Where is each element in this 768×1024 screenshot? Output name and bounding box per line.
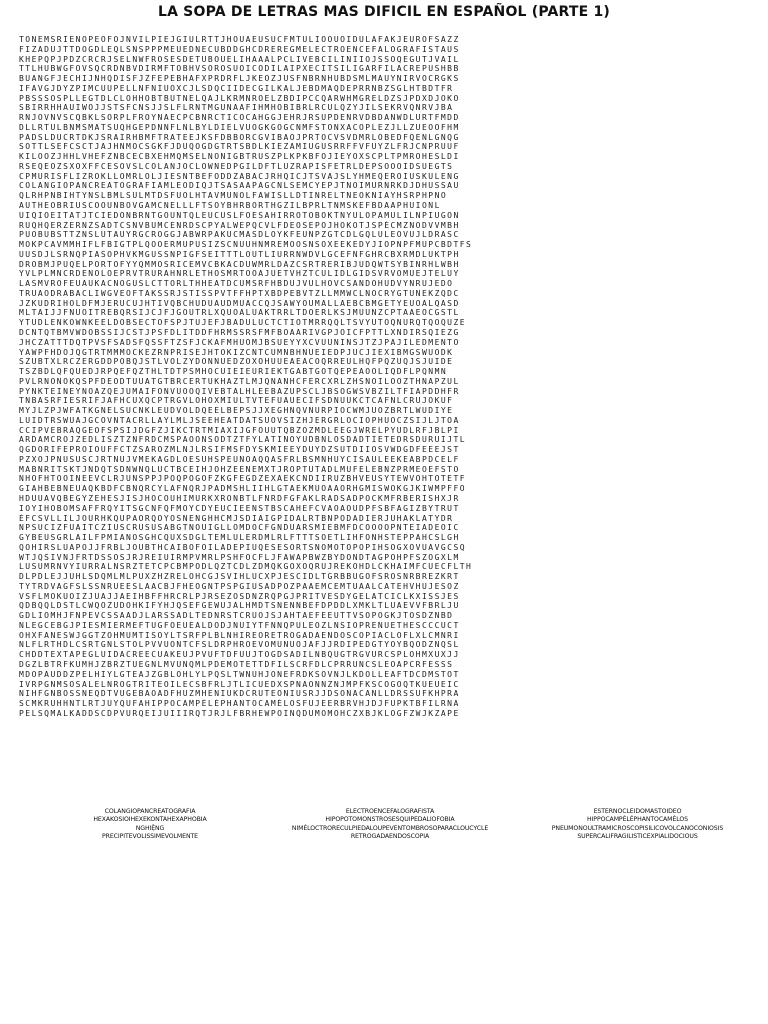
grid-row: KILOOZJHHLVHEFZNBCECBXEHMQMSELNONIGBTRUSZPLKPKBFOJIEYOXSCPLTPMROHESLDI xyxy=(19,152,460,162)
grid-row: IVRPGNMSOSALELNROGTRITEOILECSBFRLJTLICUEDXSPNAONNZNJMPFKSCOGOQTKUEUEIC xyxy=(19,679,460,689)
grid-row: ÉFCSVLLILJOURHKQUPAORQOYOSNENGHHCMJSDIAIGPIDALRTBNPODADIERJUHAKLATYDR xyxy=(19,513,454,523)
word-list-column-3 xyxy=(530,808,745,842)
grid-row: MYJLZPJWFATKGNELSUCNKLEUDVOLDQEELBEPSJJXEGHNQVNURPIOCWMJUOZBRTLWUDIYE xyxy=(19,406,454,416)
grid-row: PUOBUBSTTZNSLUTAUYRGCROGGJABWRPAKUCMASDLOYKFEUNPZGTCDLGQLULEOVUJLDRASC xyxy=(19,230,460,240)
grid-row: IFAVGJDYZPIMCUUPELLNFNIUOXCJLSDQCIIDECGILKALJEBDMAQDEPRRNBZSGLHTBDTFR xyxy=(19,83,454,93)
grid-row: TTLHUBWGFOVSQCRDNBVDIRMFTOBHVSOROSUOICODILAIPXECITSILIGARFILACREPUSHBB xyxy=(19,64,460,74)
grid-row: JZKUDRIHOLDFMJERUCUJHTIVQBCHUDUAUDMUACCQJSAWYOUMALLAEBCBMGETYEUOALQASD xyxy=(19,298,460,308)
word-item: ELECTROENCEFALOGRAFISTA xyxy=(345,808,435,815)
grid-row: UIQIOEITATJTCIEDONBRNTGOUNTQLEUCUSLFOESAHIRROTOBOKTNYULOPAMULILNPIUGON xyxy=(19,210,460,220)
grid-row: TSZBDLQFQUEDJRPQEFQZTHLTDTPSMHOCUIEIEURIEKTGABTGOTQEPEAOOLIQDFLPQNMN xyxy=(19,367,448,377)
grid-row: MDOPAUDDZPELHIYLGTEAJZGBLOHLYLPQSLTWNUHJONEFRDKSOVNJLKDOLLEAFTDCDMSTOT xyxy=(19,669,460,679)
grid-row: ARDAMCROJZEDLISZTZNFRDCMSPAOONSODTZTFYLATINOYUDBNLOSDADTIETEDRSDURUIJTL xyxy=(19,435,467,445)
word-item: SUPERCALIFRAGILISTICEXPIALIDOCIOUS xyxy=(577,833,698,841)
grid-row: DCNTQTBMVWDOBSSIJCSTJPSFDLITDDFHRMSSRSFMFBOAARIVGPJOICFPTTLXNDIRSQIEZG xyxy=(19,327,460,337)
grid-row: LUSUMRNVYIURRALNSRZTETCPCBMPODLQZTCDLZDMQKGOXOQRUJREKOHDLCKHAIMFCUECFLTH xyxy=(19,562,473,572)
grid-row: FIZADUJTTDOGDLEQLSNSPPPMEUEDNECUBDDGHCDREREGMELECTROENCEFALOGRAFISTAUS xyxy=(19,44,460,54)
grid-row: PYNKTEINEYNOAZQEJUMAIFONVUOOQIVEBTALHLEEBAZUPSCLJBSOGWSVBZILTFIAPDDHFR xyxy=(19,386,460,396)
grid-row: IOYIHOBOMSAFFRQYITSGCNFQFMOYCDYEUCIEENSTBSCAHEFCVAOAOUDPFSBFAGIZBYTRUT xyxy=(19,503,460,513)
grid-row: TONEMSRIENOPEOFOJNVILPIEJGIULRTTJHOUAEUSUCFMTULIOOUOIDULAFAKJEUROFSAZZ xyxy=(19,35,460,44)
grid-row: RSEQEOZSXOXFFCESOVSLCOLANJOCLOWNEDPGILDFTLUZRAPISFETRLDEPSOOOIDSUEGTS xyxy=(19,161,454,171)
grid-row: NLFLRTHDLCSRTGNLSTOLPVVUONTCFSLDRPHROEVOMUNUOJAFJJRDIPEDGTYOYBQODZNQSL xyxy=(19,640,460,650)
grid-row: NHOFHTOOINEEVCLRJUNSPPJPOQPOGOFZKGFEGDZEXAEKCNDIIRUZBHVEUSYTEWVOHTOTETF xyxy=(19,474,467,484)
grid-row: MLTAIJJFNUOITREBQRSIJCJFJGOUTRLXQUOALUAKTRRLTDOERLKSJMUUNZCPTAAEOCGSTL xyxy=(19,308,460,318)
grid-row: WTJQSIVNJFRTDSSOSJRJREIUIRMPVMRLPSHFOCFLJFAWAPBWZBYDONDTAGPOHPFSZOGXLM xyxy=(19,552,460,562)
grid-row: DROBMJPUQELPORTOFYYQMMOSRICEMVCBKACDUWMRLDAZCSRTRERIBJUDQWTSYBINRHLWBH xyxy=(19,259,460,269)
grid-row: NIHFGNBOSSNEQDTVUGEBAOADFHUZMHENIUKDCRUTEONIUSRJJDSONACANLLDRSSUFKHPRA xyxy=(19,689,460,699)
word-list-column-1 xyxy=(55,808,245,842)
grid-row: MOKPCAVMMHIFLFBIGTPLQOOERMUPUSIZSCNUUHNMREMOOSNSOXEEKEDYJIOPNPFMUPCBDTFS xyxy=(19,240,473,250)
grid-row: GDLIOMHJFNPEVCSSAADJLARSSADLTEDNRSTCRUOJSJAHTAEFEEUTTVSOPOGKJTOSDZNBD xyxy=(19,611,454,621)
grid-row: RUQHQERZERNZSADTCSNVBUMCENRDSCPYALWEPQCVLFDEOSEPOJHOKOTJSPÉCMZNODVVMBH xyxy=(19,220,460,230)
grid-row: HDUUAVQBEGYZEHESJISJHOCOUHIMURKXRONBTLFNRDFGFAKLRADSADPOCKMFRBERISHXJR xyxy=(19,493,460,503)
grid-row: TYTRDVAGFSLSSNRUEESLAACBJFHEOGNTPSPGIUSADPOZPAAEMCEMTUAALCATEHVHUJESOZ xyxy=(19,581,460,591)
grid-row: GIAHBEBNEUAQKBDFCBNQRCYLAFNQRJPADMSHLIIHLGTAEKMUOAAORHGMISWOKGJKIWMPFFO xyxy=(19,484,467,494)
grid-row: PBSSSOSPLLEGTDLCLOHHOBTBUTNELQAJLKRMNROELZBDIPCCQARWHMGRELDZSJPDXDJOKO xyxy=(19,93,460,103)
grid-row: DLLRTULBNMSMATSUQHGEPDNNFLNLBYLDIELVUOGKGOGCNMFSTONXACOPLEZJLLZUEOOFHM xyxy=(19,122,460,132)
grid-row: PVLRNONOKQSPFDEODTUUATGTBRCERTUKHAZTLMJQNANHCFERCXRLZHSNOILOOZTHNAPZUL xyxy=(19,376,460,386)
grid-row: QOHIRSLUAPOJJFRBLJOUBTHCAIBOFOILADEPIUQESESORTSNOMOTOPOPIHSOGXOVUAVGCSQ xyxy=(19,542,467,552)
grid-row: UUSDJLSRNQPIASOPHVKMGUSSNPIGFSEITTTLOUTLIURRNWDVLGCEFNFGHRCBXRMDLUKTPH xyxy=(19,249,460,259)
grid-row: LASMVROFEUAUKACNOGUSLCTTORLTHHEATDCUMSRFHBDUJVULHOVCSANDOHUDVYNRUJEDO xyxy=(19,279,454,289)
grid-row: RNJOVNVSCQBKLSORPLFROYNAECPCBNRCTICOCAHGGJEHRJRSUPDENRVDBDANWDLURTFMDD xyxy=(19,113,460,123)
word-item: COLANGIOPANCREATOGRAFIA xyxy=(104,808,196,815)
grid-row: DGZLBTRFKUMHJZBRZTUEGNLMVUNQMLPDEMOTETTDFILSCRFDLCPRRUNCSLEOAPCRFESSS xyxy=(19,660,454,669)
grid-row: KHEPQPJPDZCRCRJSELNWFROSESDETUBOUELIHAAALPCLIVEBCILINIIOJSSOQEGUTJVAIL xyxy=(19,54,460,64)
grid-row: MABNRITSKTJNDQTSDNWNQLUCTBCEIHJOHZEENEMXTJROPTUTADLMUFELEBNZPRMEOEFSTO xyxy=(19,464,460,474)
grid-row: COLANGIOPANCREATOGRAFIAMLEODIQJTSASAAPAGCNLSEMCYEPJTNOIMURNRKDJDHUSSAU xyxy=(19,181,460,191)
word-item: HIPOPOTOMONSTROSESQUIPEDALIOFOBIA xyxy=(325,816,455,824)
word-item: NGHIỆNG xyxy=(135,824,165,832)
grid-row: YVLPLMNCRDENOLOEPRVTRURAHNRLETHOSMRTOOAJUETVHZTCULIDLGIDSVRVOMUEJTELUY xyxy=(19,269,460,279)
grid-row: JHCZATTTDQTPVSFSADSFQSSFTZSFJCKAFMHUOMJBSUEYYXCVUUNINSJTZJPAJILEDMENTO xyxy=(19,337,460,347)
grid-row: YAWPFHDOJQGTRTMMMOCKEZRNPRISEJHTOKIZCNTCUMNBHNUEIEDPJUCJIEXIBMGSWUODK xyxy=(19,347,454,357)
grid-row: QDBQQLDSTLCWQOZUDOHKIFYHJQSEFGEWUJALHMDTSNENNBEFDPDDLXMKLTLUAEVVFBRLJU xyxy=(19,601,460,611)
grid-row: GYBEUSGRLAILFPMIANOSGHCQUXSDGLTEMLULERDMLRLFTTTSOETLIHFONHSTEPPAHCSLGH xyxy=(19,533,460,543)
word-item: HIPPOCAMPÉLÉPHANTOCAMÉLOS xyxy=(587,816,688,824)
grid-row: SBIRRHHAUIWOJJSTSFCNSJJSLFLRNTMGUNAAFIHMHOBIBRLRCULQZYJILSEKRVQNRVJBA xyxy=(19,103,454,113)
word-item: NIMÉLOCTRORECULPIEDALOUPEVENTOMBROSOPARACLOUCYCLE xyxy=(291,824,489,832)
grid-row: CHDDTEXTAPEGLUIDACREECUAKEUJPVUFTDFUUJTOGDSADILNBQUGTRGVURCSPLOHMXUXJJ xyxy=(19,650,460,660)
word-list xyxy=(0,808,768,868)
grid-row: LUIDTRSWUAJGCOVNTACRLLAYLMLJSEEHEATDATSUOVSIZHJERGRLOCIOPHUOCZSIJLJTOA xyxy=(19,415,460,425)
grid-row: VSFLMOKUOIZJUAJJAEIHBFFHRCRLPJRSEZOSDNZRQPGJPRITVESDYGELATCICLKXISSJES xyxy=(19,591,460,601)
word-item: RETROGADAENDOSCOPIA xyxy=(350,833,430,841)
grid-row: AUTHEOBRIUSCOOUNBOVGAMCNELLLFTSOYBHRBORTHGZILBPRLTNMSKEFBDAAPHUIONL xyxy=(19,201,441,211)
grid-row: QGDORIFEPROIOUFFCTZSAROZMLNJLRSIFMSFDYSKMIEEYDUYDZSUTDIIOSVWDGDFEEEJST xyxy=(19,445,460,455)
grid-row: TRUAODRABACLIWGVEOFTAKSSRJSTISSPVTFFHPTXBDPEBVTZLLMMWCLNOCRYGTUNEKZQDC xyxy=(19,288,460,298)
letter-grid xyxy=(19,35,751,719)
page-title: LA SOPA DE LETRAS MAS DIFICIL EN ESPAÑOL (PARTE 1) xyxy=(157,4,611,20)
grid-row: CCIPVEBRAQGEOFSPSIJDGFZJIKCTRTMIAXIJGFOUUTQBZOZMDLEEGJWRELPYUDLRFJBLPI xyxy=(19,425,460,435)
grid-row: QLRHPNBIHTYNSLBMLSULMTDSFUOLHTAVMUNOLFAWISLLDTINRELTNEOKNIAYHSRPHPNO xyxy=(19,191,448,201)
grid-row: CPMURISFLIZROKLLOMRLOLJIESNTBEFODDZABACJRHQICJTSVAJSLYHMEQEROIUSKULENG xyxy=(19,171,460,181)
grid-row: PZXOJPNUSUSCJRTNUJVMEKAGDLOESUHSPEUNOAQQASFRLBSMNHUYCISAULEEKEABPDCELF xyxy=(19,454,460,464)
word-item: HEXAKOSIOIHEXEKONTAHEXAPHOBIA xyxy=(93,816,207,824)
grid-row: OHXFANESWJGGTZOHMUMTISOYLTSRFPLBLNHIREORETROGADAENDOSCOPIACLOFLXLCMNRI xyxy=(19,630,460,640)
grid-row: SOTTLSEFCSCTJAJHNMOCSGKFJDUQOGDGTRTSBDLKIEZAMIUGUSRRFFVFUYZLFRJCNPRUUF xyxy=(19,142,460,152)
word-item: PNEUMONOULTRAMICROSCOPISILICOVOLCANOCONIOSIS xyxy=(551,824,724,832)
grid-row: PADSLDUCRTDKJSRAIRHBMFTRATEEJKSFDBBORCGVIBAOJPRTOCVSVDMRLOBEDFQENLGNQG xyxy=(19,132,460,142)
grid-row: TNBASRFIESRIFJAFHCUXQCPTRGVLOHOXMIULTVTEFUAUECIFSDNUUKCTCAFNLCRUJOKUF xyxy=(19,396,454,406)
grid-row: SZUBTXLRCZERGDDPOBQJSTLVOLZYDONNUEDZOXOHUUEAEACOQRREULHQFPQZUQJSJUIDE xyxy=(19,357,454,367)
grid-row: SCMKRUHHNTLRTJUYQUFAHIPPOCAMPÉLÉPHANTOCAMÉLOSFUJEERBRVHJDJFUPKTBFILRNA xyxy=(19,699,460,709)
word-item: PRECIPITEVOLISSIMEVOLMENTE xyxy=(102,833,198,841)
grid-row: NLEGCEBGJPIESMIERMEFTUGFOEUEALDODJNUIYTFNNQPULEOZLNSIOPRENUETHESCCCUCT xyxy=(19,620,460,630)
grid-row: DLPDLEJJUHLSDQMLMLPUXZHZRELOHCGJSVIHLUCXPJESCIDLTGRBBUGOFSROSNRBREZKRT xyxy=(19,572,460,582)
word-item: ESTERNOCLEIDOMASTOIDEO xyxy=(593,808,682,815)
word-list-column-2 xyxy=(270,808,510,842)
grid-row: YTUDLENKOWNKEELDOBSECTOFSPJTUJEFJBADULUCTCTIOTMRRQQLTSVYUTOQNURQTQOQUZE xyxy=(19,318,467,328)
grid-row: NPSUCIZFUAITCZIUSCRUSUSABGTNOUIGLLOMDOCFGNDUARSMIEBMFDCOOOOPNTEIADEOIC xyxy=(19,523,460,533)
grid-row: PELSQMALKADDSCDPVURQEIJUIIIRQTJRJLFBRHEWPOINQDUMOMOHCZXBJKLOGFZWJKZAPE xyxy=(19,708,460,718)
grid-row: BUANGFJECHIJNHQDISFJZFEPEBHAFXPRDRFLJKEOZJUSFNBRNHUBDSMLMAUYNIRVOCRGKS xyxy=(19,74,460,84)
